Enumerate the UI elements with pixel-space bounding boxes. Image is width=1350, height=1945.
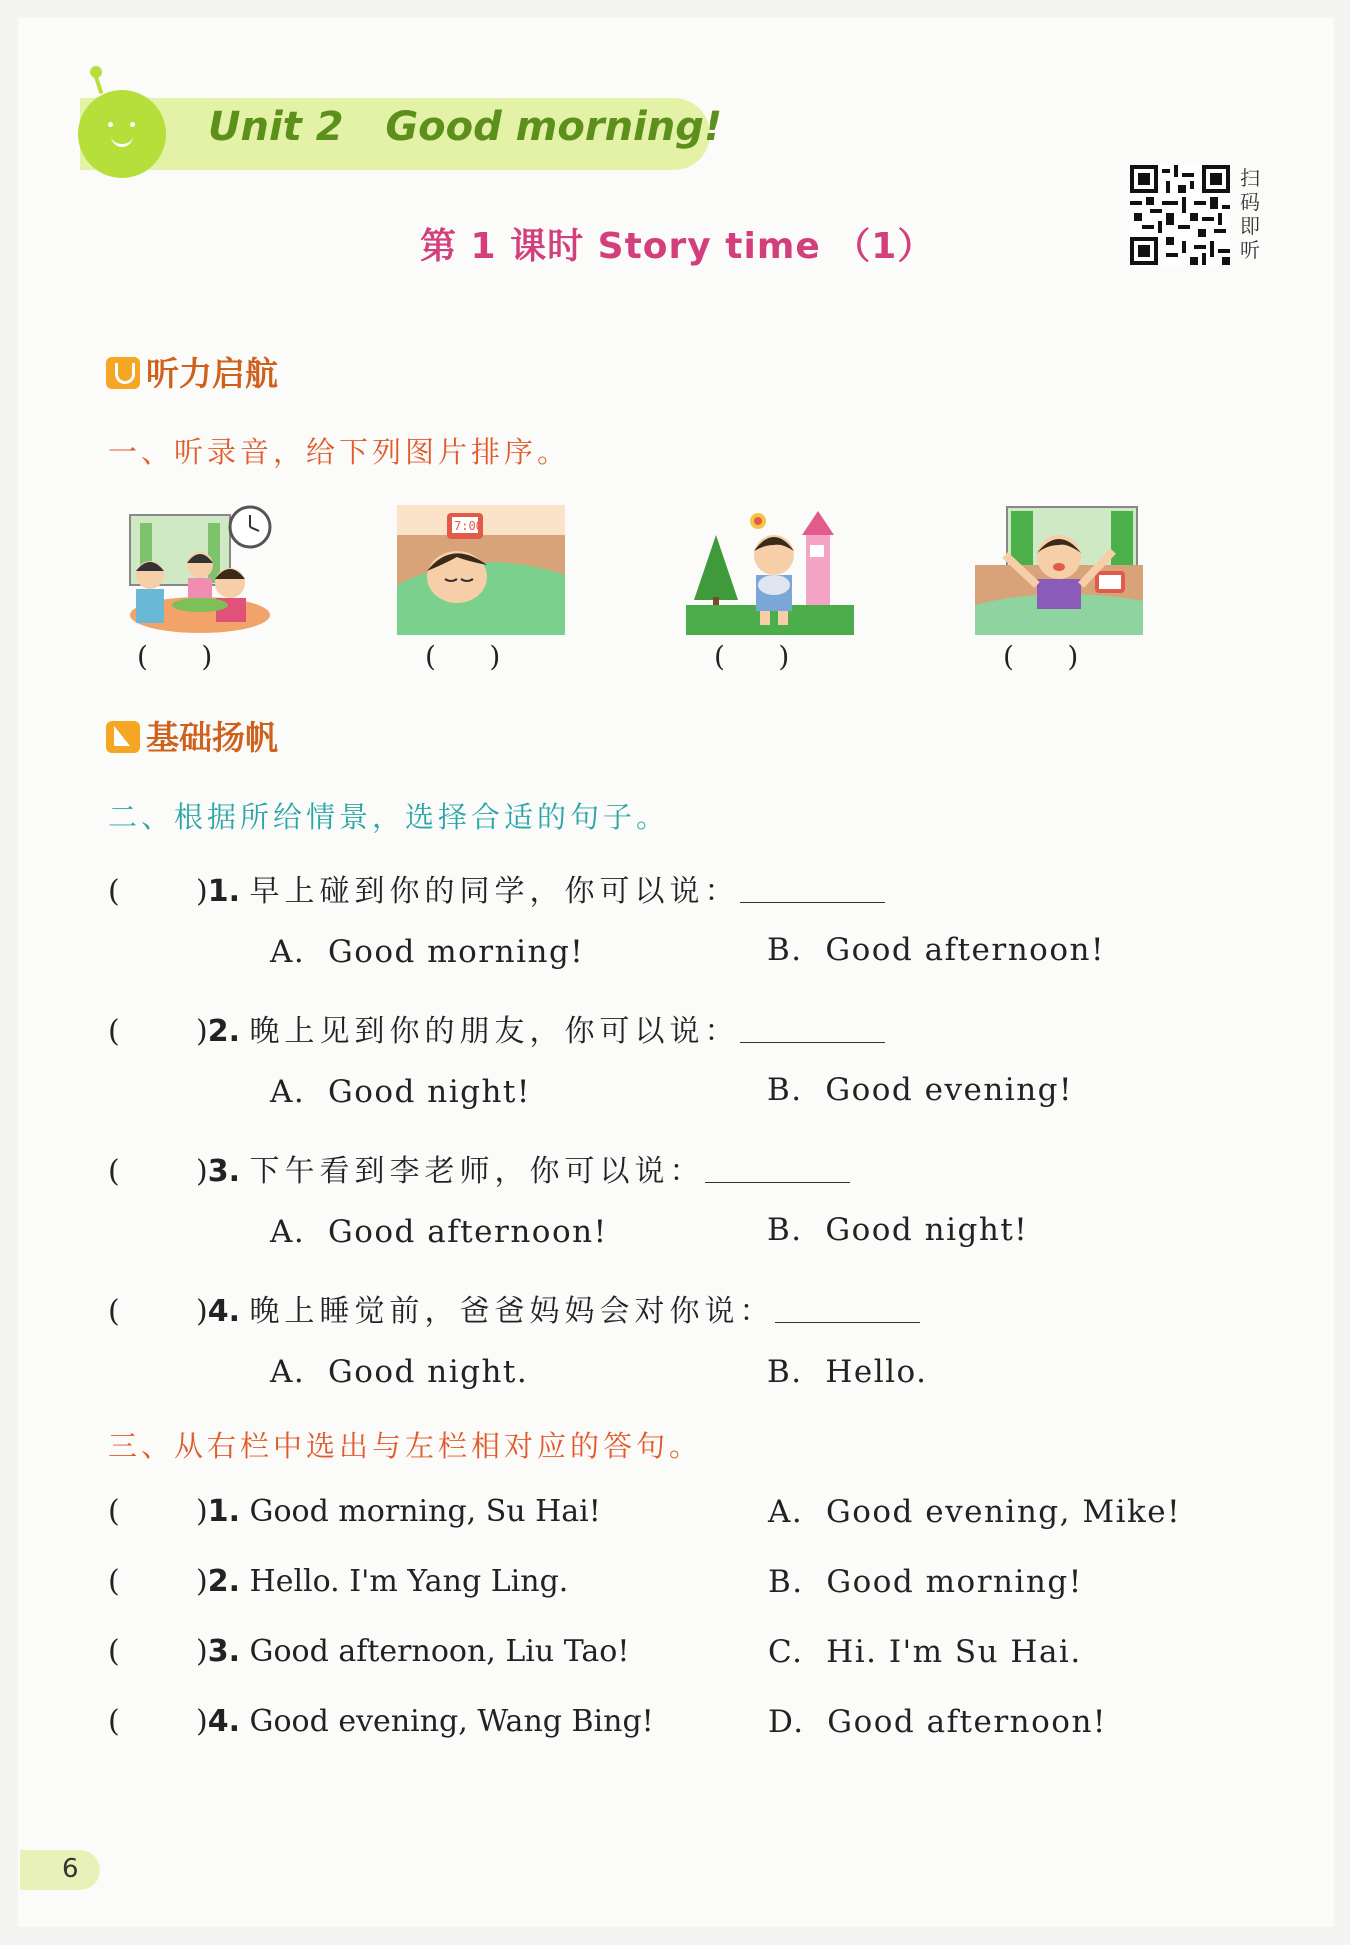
item-stem: 晚上见到你的朋友，你可以说： bbox=[249, 1014, 740, 1049]
match-left-text: Good morning, Su Hai! bbox=[249, 1494, 601, 1529]
match-right-c: C. Hi. I'm Su Hai. bbox=[768, 1634, 1082, 1670]
svg-text:7:00: 7:00 bbox=[454, 519, 483, 533]
section-heading-text: 基础扬帆 bbox=[146, 718, 278, 757]
option-b: B. Good night! bbox=[767, 1212, 1029, 1248]
section-heading-listening bbox=[106, 348, 278, 395]
girl-outdoors-picture bbox=[686, 505, 854, 635]
answer-blank[interactable] bbox=[775, 1294, 920, 1323]
anchor-icon bbox=[106, 357, 140, 389]
option-a: A. Good night! bbox=[270, 1074, 531, 1110]
item-number: 1. bbox=[207, 874, 240, 909]
match-right-d: D. Good afternoon! bbox=[768, 1704, 1107, 1740]
item-stem: 下午看到李老师，你可以说： bbox=[249, 1154, 705, 1189]
item-stem: 晚上睡觉前，爸爸妈妈会对你说： bbox=[249, 1294, 775, 1329]
mascot-icon bbox=[78, 90, 166, 178]
option-b: B. Hello. bbox=[767, 1354, 928, 1390]
option-b: B. Good afternoon! bbox=[767, 932, 1105, 968]
question-3-title: 三、从右栏中选出与左栏相对应的答句。 bbox=[108, 1429, 703, 1463]
match-left-text: Good evening, Wang Bing! bbox=[249, 1704, 654, 1739]
answer-paren[interactable]: ( ) bbox=[108, 1014, 208, 1049]
option-a: A. Good night. bbox=[270, 1354, 529, 1390]
option-a: A. Good afternoon! bbox=[270, 1214, 608, 1250]
waking-up-picture bbox=[975, 505, 1143, 635]
answer-blank[interactable] bbox=[740, 874, 885, 903]
q2-item-4 bbox=[108, 1286, 920, 1330]
item-number: 4. bbox=[207, 1704, 240, 1739]
answer-paren[interactable]: ( ) bbox=[108, 1564, 208, 1599]
item-number: 2. bbox=[207, 1564, 240, 1599]
mascot-eye bbox=[130, 122, 135, 127]
answer-paren-picture-4[interactable]: ( ) bbox=[1003, 640, 1079, 673]
family-dinner-picture bbox=[110, 505, 278, 635]
answer-paren-picture-1[interactable]: ( ) bbox=[137, 640, 213, 673]
answer-paren[interactable]: ( ) bbox=[108, 1704, 208, 1739]
match-item-1 bbox=[108, 1494, 601, 1529]
item-number: 3. bbox=[207, 1634, 240, 1669]
item-stem: 早上碰到你的同学，你可以说： bbox=[249, 874, 740, 909]
sleeping-child-picture bbox=[397, 505, 565, 635]
answer-paren-picture-2[interactable]: ( ) bbox=[425, 640, 501, 673]
mascot-smile bbox=[111, 132, 133, 147]
option-b: B. Good evening! bbox=[767, 1072, 1073, 1108]
match-item-4 bbox=[108, 1704, 654, 1739]
match-left-text: Good afternoon, Liu Tao! bbox=[249, 1634, 630, 1669]
section-heading-basics bbox=[106, 712, 278, 759]
match-item-3 bbox=[108, 1634, 629, 1669]
question-2-title: 二、根据所给情景，选择合适的句子。 bbox=[108, 800, 670, 834]
q2-item-3 bbox=[108, 1146, 850, 1190]
item-number: 3. bbox=[207, 1154, 240, 1189]
mascot-antenna-tip bbox=[90, 66, 102, 78]
item-number: 4. bbox=[207, 1294, 240, 1329]
question-1-title: 一、听录音，给下列图片排序。 bbox=[108, 435, 571, 469]
match-item-2 bbox=[108, 1564, 568, 1599]
answer-blank[interactable] bbox=[740, 1014, 885, 1043]
page-number: 6 bbox=[62, 1854, 79, 1884]
match-right-b: B. Good morning! bbox=[768, 1564, 1083, 1600]
item-number: 2. bbox=[207, 1014, 240, 1049]
unit-title: Unit 2 Good morning! bbox=[208, 104, 723, 150]
sail-icon bbox=[106, 721, 140, 753]
answer-blank[interactable] bbox=[705, 1154, 850, 1183]
answer-paren[interactable]: ( ) bbox=[108, 1634, 208, 1669]
match-right-a: A. Good evening, Mike! bbox=[768, 1494, 1182, 1530]
qr-caption: 扫码即听 bbox=[1240, 166, 1260, 262]
answer-paren-picture-3[interactable]: ( ) bbox=[714, 640, 790, 673]
lesson-title: 第 1 课时 Story time （1） bbox=[420, 226, 935, 267]
match-left-text: Hello. I'm Yang Ling. bbox=[249, 1564, 569, 1599]
answer-paren[interactable]: ( ) bbox=[108, 1154, 208, 1189]
answer-paren[interactable]: ( ) bbox=[108, 1494, 208, 1529]
qr-code-icon[interactable] bbox=[1130, 165, 1230, 265]
q2-item-1 bbox=[108, 866, 885, 910]
page-number-tab bbox=[20, 1850, 100, 1890]
answer-paren[interactable]: ( ) bbox=[108, 1294, 208, 1329]
mascot-eye bbox=[108, 122, 113, 127]
answer-paren[interactable]: ( ) bbox=[108, 874, 208, 909]
option-a: A. Good morning! bbox=[270, 934, 585, 970]
section-heading-text: 听力启航 bbox=[146, 354, 278, 393]
q2-item-2 bbox=[108, 1006, 885, 1050]
item-number: 1. bbox=[207, 1494, 240, 1529]
